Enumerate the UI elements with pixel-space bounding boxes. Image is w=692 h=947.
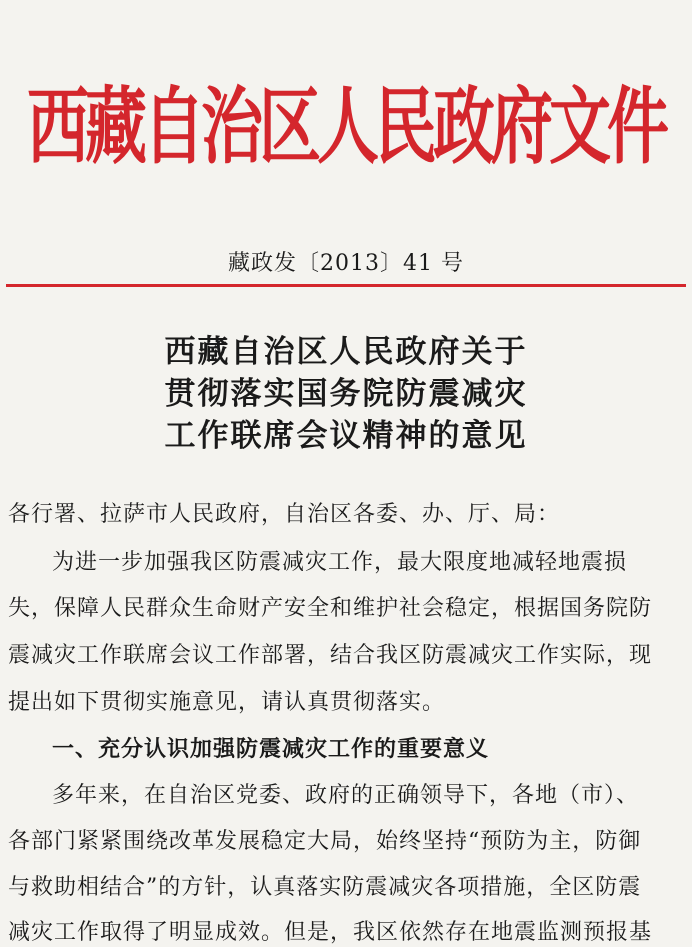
section-1-heading: 一、充分认识加强防震减灾工作的重要意义: [52, 737, 490, 762]
title-line-3: 工作联席会议精神的意见: [164, 418, 528, 454]
paragraph-2-line-4: 减灾工作取得了明显成效。但是，我区依然存在地震监测预报基: [8, 920, 653, 945]
paragraph-2-line-3: 与救助相结合”的方针，认真落实防震减灾各项措施，全区防震: [8, 875, 642, 900]
paragraph-1-line-4: 提出如下贯彻实施意见，请认真贯彻落实。: [8, 690, 446, 715]
title-line-2: 贯彻落实国务院防震减灾: [164, 376, 528, 412]
document-number: 藏政发〔2013〕41 号: [228, 251, 464, 276]
paragraph-2-line-2: 各部门紧紧围绕改革发展稳定大局，始终坚持“预防为主，防御: [8, 829, 642, 854]
paragraph-1-line-2: 失，保障人民群众生命财产安全和维护社会稳定，根据国务院防: [8, 596, 653, 621]
title-line-1: 西藏自治区人民政府关于: [164, 334, 528, 370]
red-divider-line: [6, 284, 686, 287]
paragraph-2-line-1: 多年来，在自治区党委、政府的正确领导下，各地（市）、: [52, 783, 640, 808]
masthead: 西藏自治区人民政府文件: [26, 77, 665, 176]
salutation: 各行署、拉萨市人民政府，自治区各委、办、厅、局：: [8, 502, 561, 527]
paragraph-1-line-1: 为进一步加强我区防震减灾工作，最大限度地减轻地震损: [52, 550, 628, 575]
paragraph-1-line-3: 震减灾工作联席会议工作部署，结合我区防震减灾工作实际，现: [8, 643, 653, 668]
